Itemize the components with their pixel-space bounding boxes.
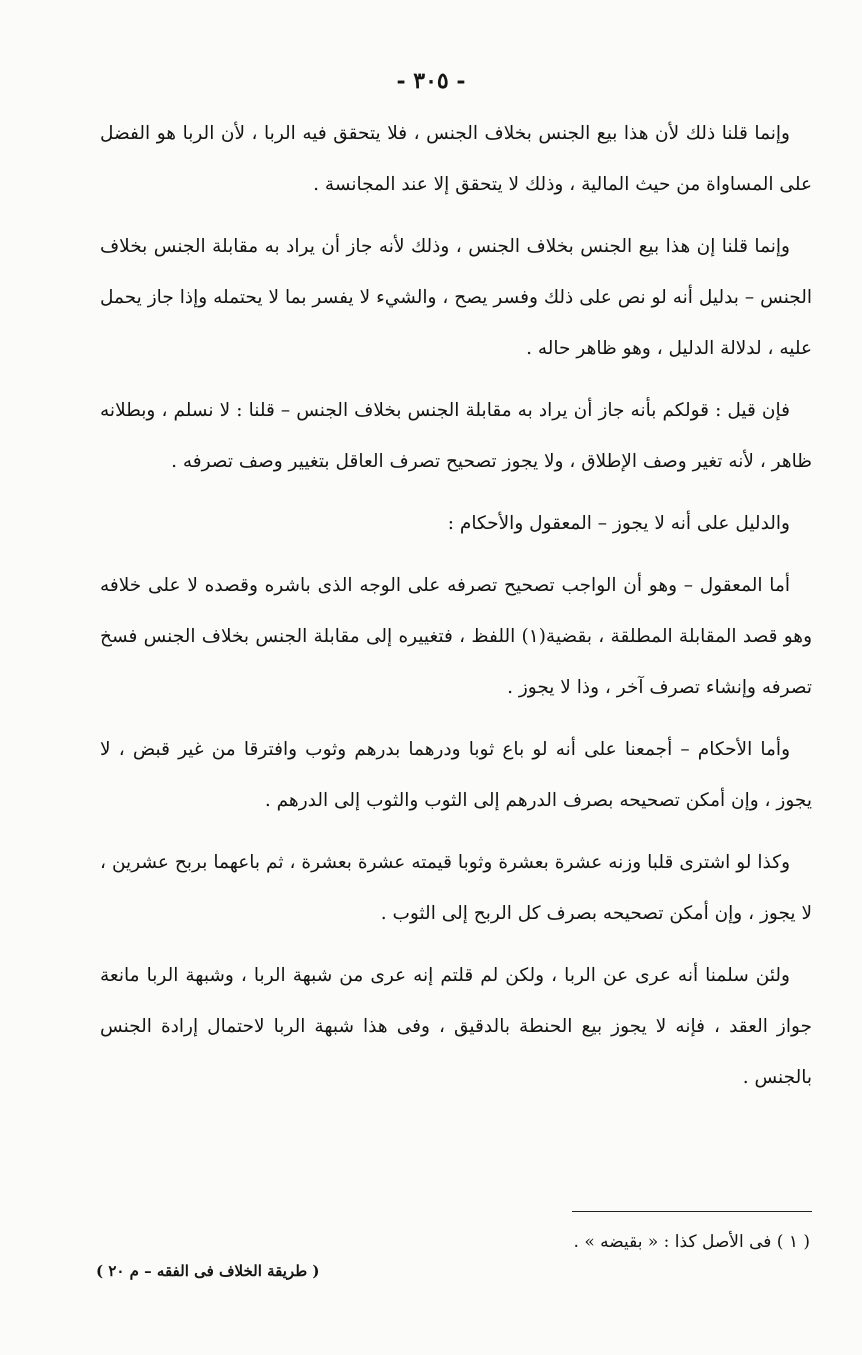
paragraph-5: أما المعقول – وهو أن الواجب تصحيح تصرفه على الوجه الذى باشره وقصده لا على خلافه وهو قصد المقابلة المطلقة ، بقضية(١) اللفظ ، فتغييره إلى مقابلة الجنس بخلاف الجنس فسخ تصرفه وإنشاء تصرف آخر ، وذا لا يجوز . (100, 575, 813, 698)
paragraph-7: وكذا لو اشترى قلبا وزنه عشرة بعشرة وثوبا قيمته عشرة بعشرة ، ثم باعهما بربح عشرين ، لا يجوز ، وإن أمكن تصحيحه بصرف كل الربح إلى الثوب . (100, 852, 812, 924)
paragraph-4: والدليل على أنه لا يجوز – المعقول والأحكام : (447, 513, 790, 534)
page-number: - ٣٠٥ - (396, 68, 466, 94)
body-text (100, 108, 812, 1114)
paragraph-1: وإنما قلنا ذلك لأن هذا بيع الجنس بخلاف الجنس ، فلا يتحقق فيه الربا ، لأن الربا هو الفضل على المساواة من حيث المالية ، وذلك لا يتحقق إلا عند المجانسة . (100, 123, 812, 195)
footnote: ( ١ ) فى الأصل كذا : « بقيضه » . (573, 1232, 810, 1252)
paragraph-6: وأما الأحكام – أجمعنا على أنه لو باع ثوبا ودرهما بدرهم وثوب وافترقا من غير قبض ، لا يجوز ، وإن أمكن تصحيحه بصرف الدرهم إلى الثوب والثوب إلى الدرهم . (100, 739, 812, 811)
paragraph-2: وإنما قلنا إن هذا بيع الجنس بخلاف الجنس ، وذلك لأنه جاز أن يراد به مقابلة الجنس بخلاف الجنس – بدليل أنه لو نص على ذلك وفسر يصح ، والشيء لا يفسر بما لا يحتمله وإذا جاز يحمل عليه ، لدلالة الدليل ، وهو ظاهر حاله . (100, 236, 812, 359)
paragraph-3: فإن قيل : قولكم بأنه جاز أن يراد به مقابلة الجنس بخلاف الجنس – قلنا : لا نسلم ، وبطلانه ظاهر ، لأنه تغير وصف الإطلاق ، ولا يجوز تصحيح تصرف العاقل بتغيير وصف تصرفه . (100, 400, 812, 472)
paragraph-8: ولئن سلمنا أنه عرى عن الربا ، ولكن لم قلتم إنه عرى من شبهة الربا ، وشبهة الربا مانعة جواز العقد ، فإنه لا يجوز بيع الحنطة بالدقيق ، وفى هذا شبهة الربا لاحتمال إرادة الجنس بالجنس . (100, 965, 812, 1088)
footnote-divider (572, 1211, 812, 1212)
signature-line: ( طريقة الخلاف فى الفقه – م ٢٠ ) (96, 1262, 320, 1280)
